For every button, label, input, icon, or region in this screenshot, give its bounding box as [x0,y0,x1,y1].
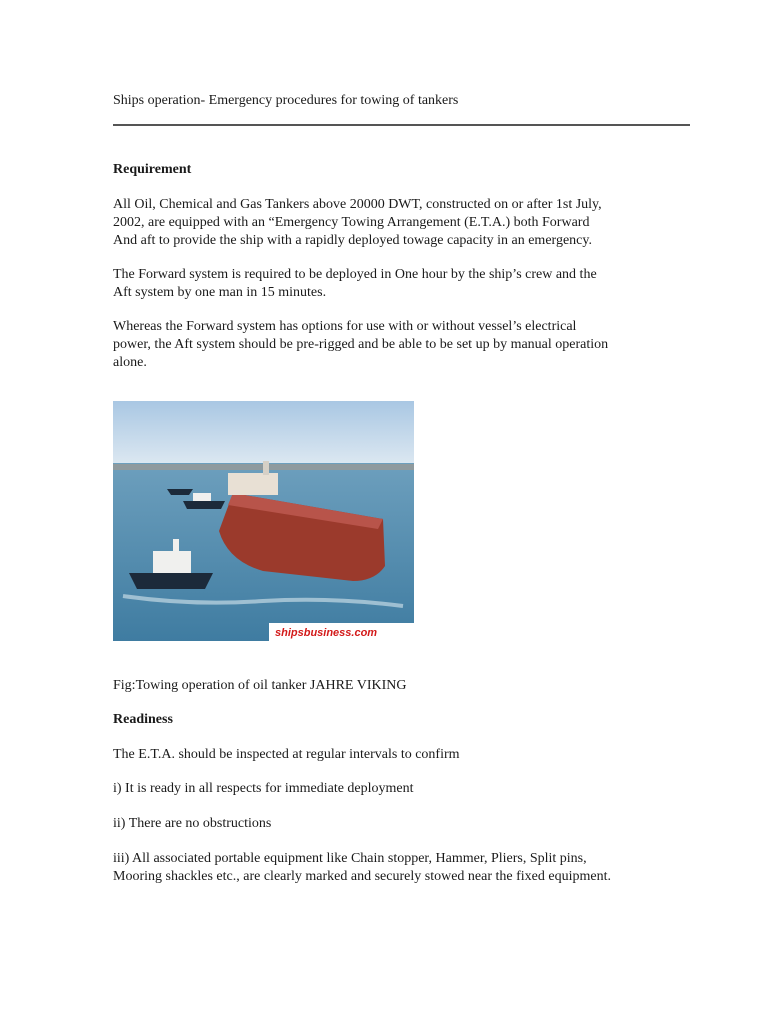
watermark-text: shipsbusiness.com [275,627,378,639]
list-item: i) It is ready in all respects for immediate deployment [113,781,414,796]
paragraph-line: alone. [113,355,147,370]
document-title: Ships operation- Emergency procedures for towing of tankers [113,93,459,108]
paragraph-line: Aft system by one man in 15 minutes. [113,285,327,300]
tug-mast [173,539,179,553]
readiness-intro: The E.T.A. should be inspected at regular intervals to confirm [113,747,460,762]
tug-cabin [153,551,191,573]
paragraph-line: power, the Aft system should be pre-rigged and be able to be set up by manual operation [113,337,609,352]
paragraph-line: And aft to provide the ship with a rapidly deployed towage capacity in an emergency. [113,233,592,248]
figure-caption: Fig:Towing operation of oil tanker JAHRE VIKING [113,678,407,693]
list-item: iii) All associated portable equipment like Chain stopper, Hammer, Pliers, Split pins, [113,851,587,866]
paragraph-line: 2002, are equipped with an “Emergency Towing Arrangement (E.T.A.) both Forward [113,215,590,230]
tug-boat-far [167,489,193,495]
sky [113,401,414,463]
readiness-heading: Readiness [113,712,173,727]
list-item: Mooring shackles etc., are clearly marked and securely stowed near the fixed equipment. [113,869,611,884]
tug-boat-small [183,501,225,509]
tanker-mast [263,461,269,475]
list-item: ii) There are no obstructions [113,816,272,831]
tanker-towing-photo [113,401,414,641]
requirement-heading: Requirement [113,162,192,177]
photo-svg [113,401,414,641]
tug-small-cabin [193,493,211,501]
title-divider [113,124,690,126]
tug-boat-main [129,573,213,589]
paragraph-line: Whereas the Forward system has options for use with or without vessel’s electrical [113,319,577,334]
paragraph-line: The Forward system is required to be deployed in One hour by the ship’s crew and the [113,267,597,282]
tanker-superstructure [228,473,278,495]
paragraph-line: All Oil, Chemical and Gas Tankers above 20000 DWT, constructed on or after 1st July, [113,197,602,212]
